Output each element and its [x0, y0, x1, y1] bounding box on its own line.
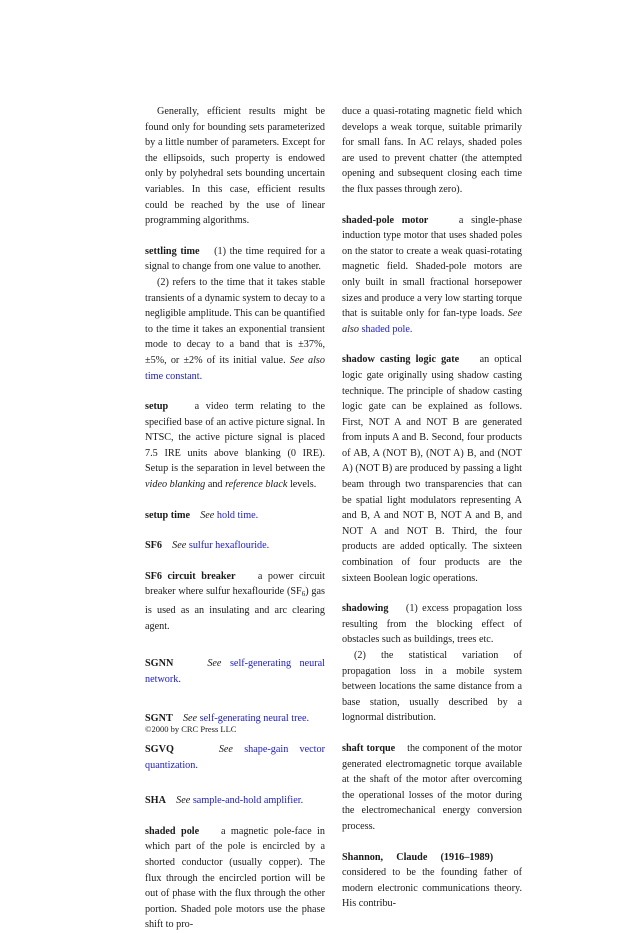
link-sulfur-hexaflouride[interactable]: sulfur hexaflouride. [188, 540, 270, 552]
see-label: See [182, 713, 198, 725]
term-sgvq: SGVQ [145, 744, 174, 755]
see-label: See [207, 658, 222, 670]
link-hold-time[interactable]: hold time. [216, 509, 259, 521]
entry-sf6-breaker [145, 569, 325, 634]
def-shaded-pole-motor: a single-phase induction type motor that uses shaded poles on the stator to create a weak quasi-rotating magnetic field. Shaded-pole motors are only built in small fractional horsepower sizes and produce a very low starting torque that is suitable only for fan-type loads. [342, 214, 523, 320]
term-shadow-casting: shadow casting logic gate [342, 354, 460, 366]
term-sha: SHA [145, 795, 166, 807]
entry-settling-time [145, 244, 325, 275]
and-word: and [207, 479, 223, 491]
term-setup-time: setup time [145, 509, 190, 521]
term-sgnn: SGNN [145, 658, 174, 670]
copyright-footer: ©2000 by CRC Press LLC [145, 724, 237, 734]
entry-settling-time-2 [145, 275, 325, 384]
term-shaft-torque: shaft torque [342, 742, 396, 754]
term-shaded-pole: shaded pole [145, 825, 200, 837]
see-label: See [218, 744, 233, 755]
see-label: See [200, 509, 215, 521]
def-shadowing-1: (1) excess propagation loss resulting from the blocking effect of obstacles such as buildings, trees etc. [342, 603, 523, 646]
def-shadow-casting: an optical logic gate originally using shadow casting technique. The principle of shadow casting logic gate can be explained as follows. First, NOT A and NOT B are generated from inputs A and B. Second, four products of AB, A (NOT B), (NOT A) B, and (NOT A) (NOT B) are produced by passing a light beam through two transparencies that can be spatial light modulators representing A and B, A and NOT B, NOT A and B, and NOT A and NOT B. Third, the four products are added optically. The sixteen combination of four products are the sixteen Boolean logic operations. [342, 354, 522, 584]
continued-paragraph: duce a quasi-rotating magnetic field which develops a weak torque, suitable primarily for small fans. In AC relays, shaded poles are used to prevent chatter (the attempted opening and subsequent closing each time the flux passes through zero). [342, 106, 522, 195]
entry-shadowing [342, 601, 522, 648]
link-self-generating-neural-network[interactable]: self-generating neural network. [145, 658, 325, 685]
term-shannon: Shannon, Claude (1916–1989) [342, 851, 494, 863]
def-setup: a video term relating to the specified base of an active picture signal. In NTSC, the active picture signal is placed 7.5 IRE units above blanking (0 IRE). Setup is the separation in level between the [145, 401, 326, 475]
link-sample-and-hold-amplifier[interactable]: sample-and-hold amplifier. [192, 795, 304, 807]
see-label: See [176, 795, 191, 807]
em-reference-black: reference black [225, 479, 288, 491]
def-shaded-pole: a magnetic pole-face in which part of the pole is encircled by a shorted conductor (usually copper). The flux through the encircled portion will be out of phase with the flux through the other portion. Shaded pole motors use the phase shift to pro- [145, 825, 325, 931]
def-sf6-breaker-b: ) gas is used as an insulating and arc clearing agent. [145, 586, 325, 632]
entry-sf6 [145, 538, 325, 554]
entry-setup-time [145, 508, 325, 524]
def-sf6-breaker-a: a power circuit breaker where sulfur hexaflouride (SF [145, 570, 325, 598]
link-shaded-pole[interactable]: shaded pole. [361, 323, 413, 335]
def-settling-time-1: (1) the time required for a signal to change from one value to another. [145, 245, 325, 273]
entry-shaft-torque [342, 741, 522, 835]
def-shannon: considered to be the founding father of modern electronic communications theory. His contribu- [342, 867, 522, 910]
entry-shadowing-2: (2) the statistical variation of propagation loss in a mobile system between locations the same distance from a base station, usually described by a lognormal distribution. [342, 650, 522, 724]
term-sf6-breaker: SF6 circuit breaker [145, 570, 236, 582]
term-settling-time: settling time [145, 245, 200, 257]
entry-sha [145, 793, 325, 809]
link-self-generating-neural-tree[interactable]: self-generating neural tree. [199, 713, 310, 725]
term-setup: setup [145, 401, 169, 413]
term-sgnt: SGNT [145, 713, 173, 725]
def-shaft-torque: the component of the motor generated electromagnetic torque available at the shaft of the motor after overcoming the operational losses of the motor during the electromechanical energy conversion process. [342, 742, 523, 832]
entry-shannon [342, 850, 522, 912]
entry-sgvq [145, 742, 325, 773]
subscript-6: 6 [301, 590, 306, 599]
entry-shaded-pole-motor [342, 213, 522, 338]
entry-setup [145, 399, 325, 493]
entry-shadow-casting [342, 352, 522, 586]
def-setup-end: levels. [289, 479, 317, 491]
see-label: See [172, 540, 187, 552]
em-video-blanking: video blanking [145, 479, 206, 491]
left-column [145, 104, 325, 933]
entry-sgnn [145, 656, 325, 687]
see-also-label: See also [289, 354, 325, 366]
intro-paragraph: Generally, efficient results might be found only for bounding sets parameterized by a little number of parameters. Except for the ellipsoids, such property is endowed only by polyhedral sets bounding uncertain variables. In this case, efficient results could be reached by the use of linear programming algorithms. [145, 106, 325, 227]
link-shape-gain-vector-quantization[interactable]: shape-gain vector quantization. [145, 744, 326, 771]
def-settling-time-2: (2) refers to the time that it takes stable transients of a dynamic system to decay to a negligible amplitude. This can be quantified to the time it takes an exponential transient mode to decay to a band that is ±37%, ±5%, or ±2% of its initial value. [145, 276, 325, 366]
term-sf6: SF6 [145, 540, 162, 552]
right-column [342, 104, 522, 912]
term-shaded-pole-motor: shaded-pole motor [342, 214, 429, 226]
link-time-constant[interactable]: time constant. [145, 370, 203, 382]
term-shadowing: shadowing [342, 603, 389, 615]
see-also-label: See also [342, 308, 522, 335]
entry-shaded-pole [145, 824, 325, 933]
